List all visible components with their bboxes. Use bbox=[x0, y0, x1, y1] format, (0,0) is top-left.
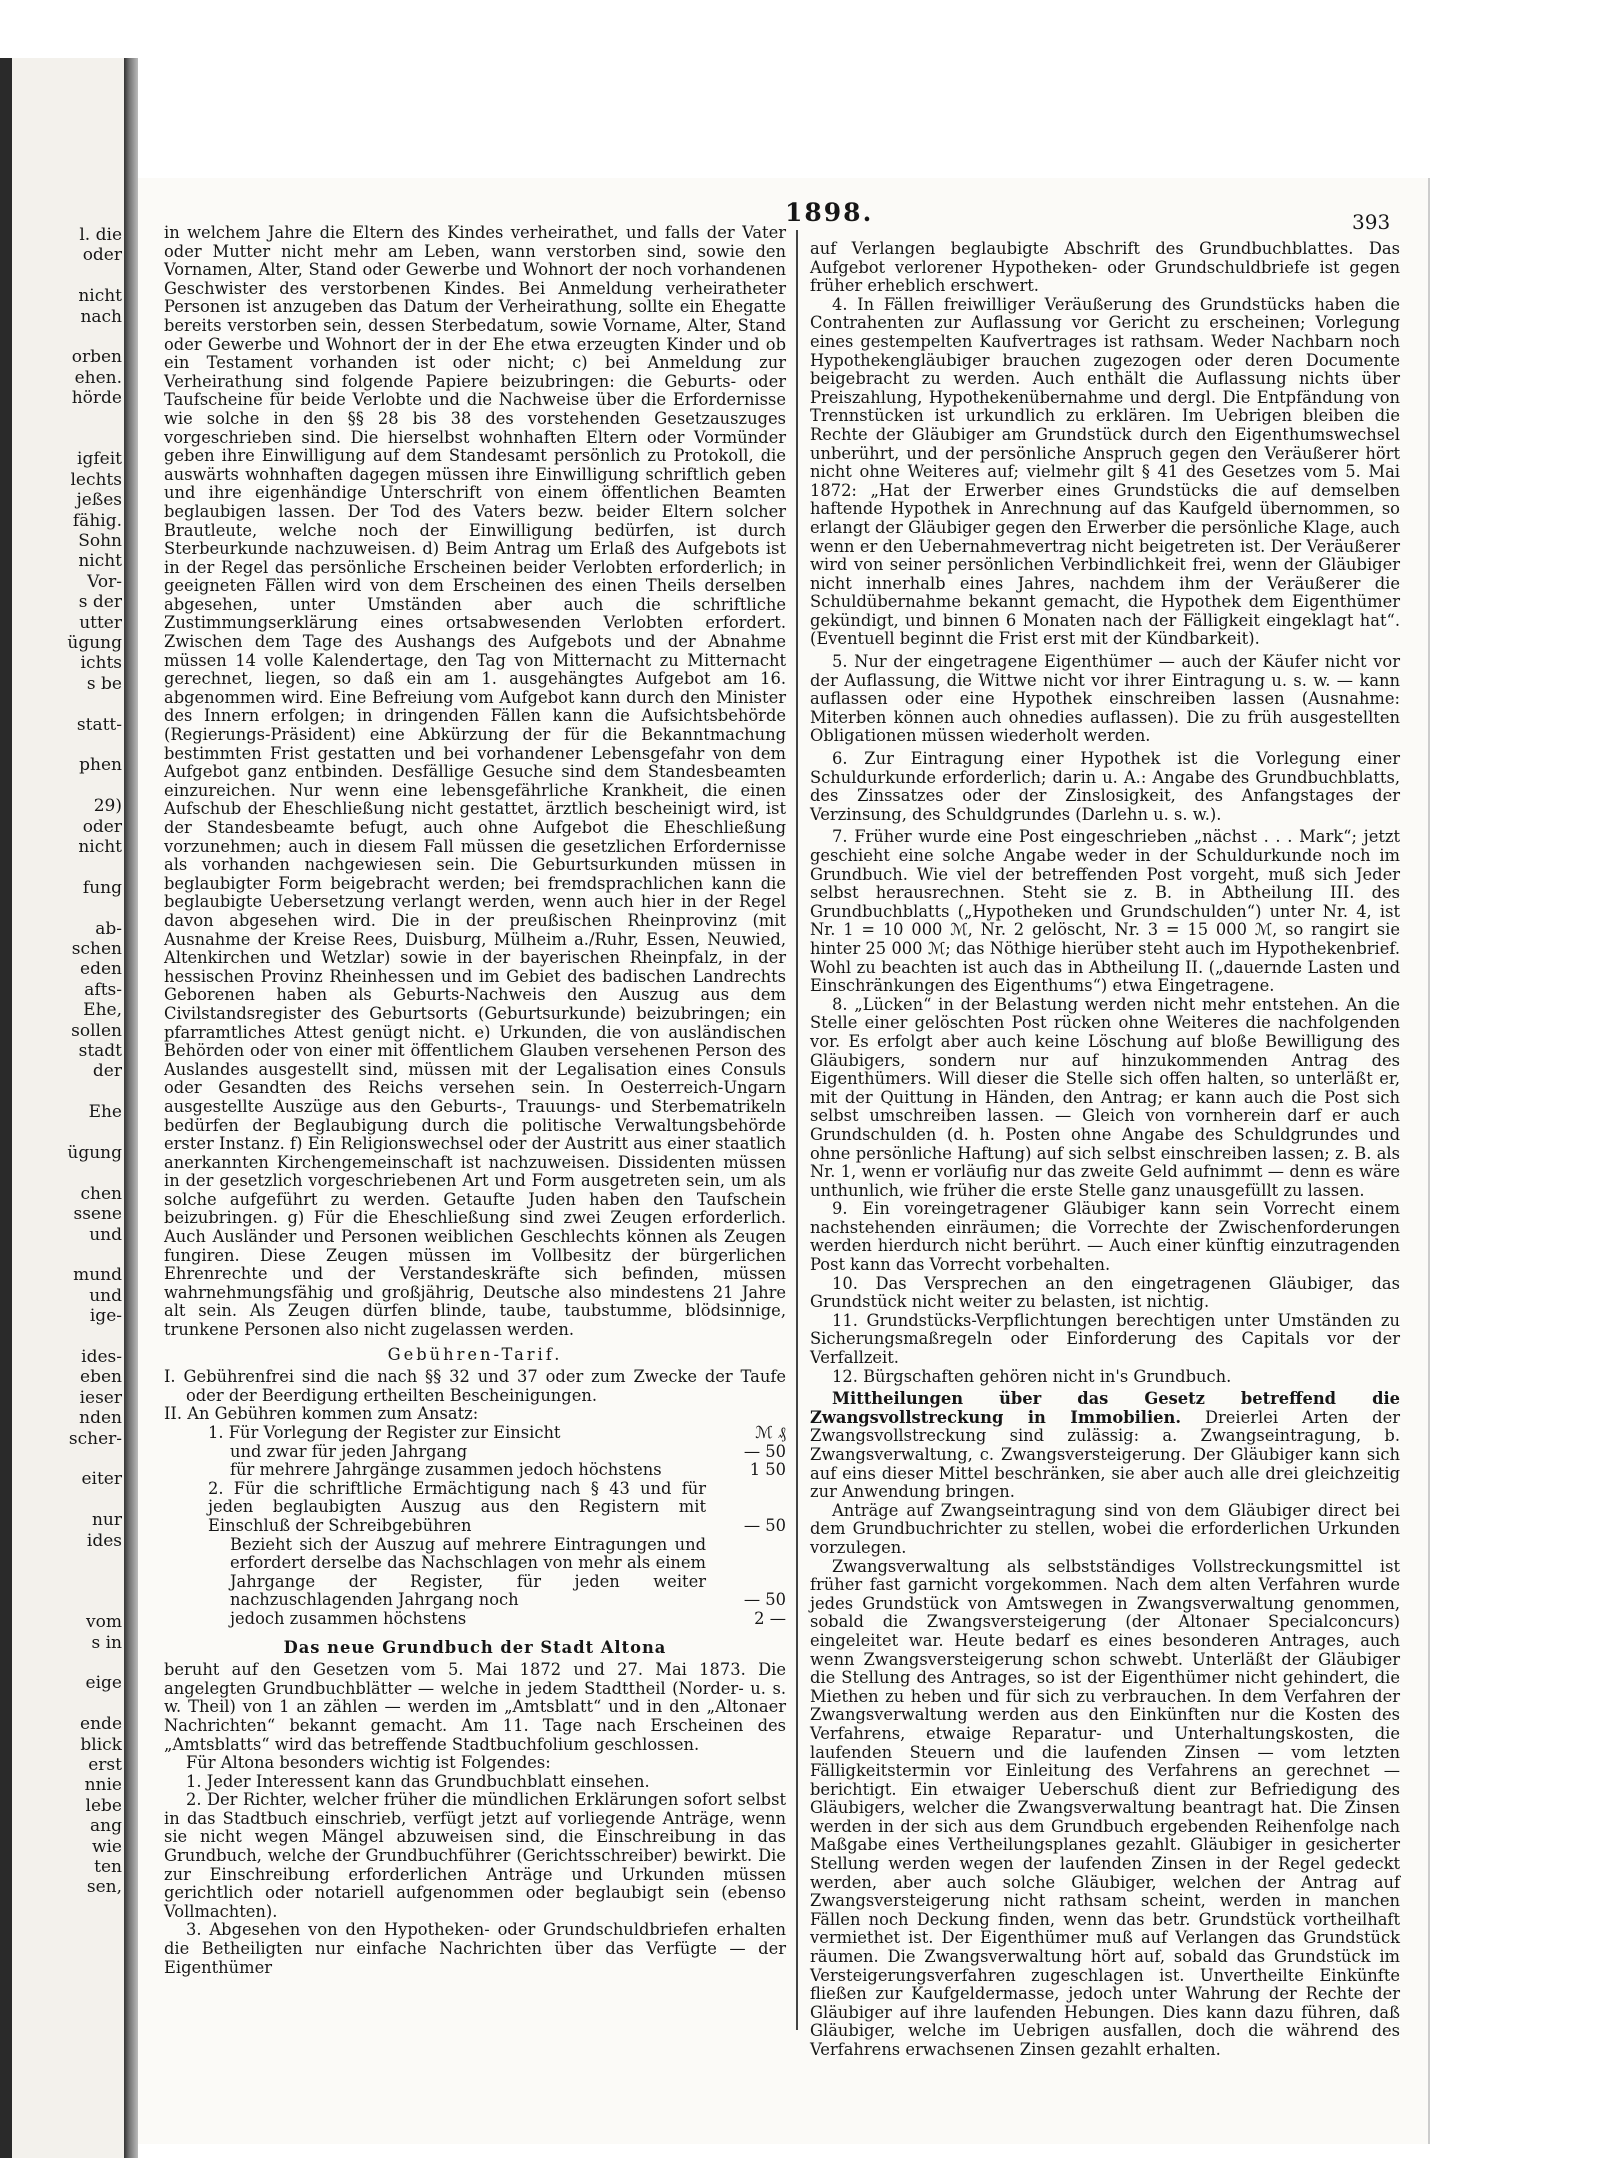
facing-page-fragment: blick bbox=[80, 1734, 122, 1755]
facing-page-fragment: nden bbox=[79, 1408, 122, 1429]
facing-page-fragment: schen bbox=[71, 939, 122, 959]
facing-page-fragment: nicht bbox=[78, 286, 122, 307]
facing-page-fragment: nur bbox=[91, 1510, 122, 1531]
facing-page-fragment: s be bbox=[86, 673, 122, 694]
facing-page-fragment: erst bbox=[88, 1755, 122, 1775]
facing-page-fragment: vom bbox=[86, 1612, 122, 1633]
fee-label: 1. Für Vorlegung der Register zur Einsicht bbox=[208, 1423, 561, 1442]
paragraph: Anträge auf Zwangseintragung sind von dem Gläubiger direct bei dem Grundbuchrichter zu stellen, wobei die erforderlichen Urkunden vorzulegen. bbox=[810, 1500, 1400, 1557]
facing-page-fragment: oder bbox=[82, 245, 122, 266]
paragraph: Dreierlei Arten der Zwangsvollstreckung sind zulässig: a. Zwangseintragung, b. Zwangsverwaltung, c. Zwangsversteigerung. Der Gläubiger kann sich auf eins dieser Mittel beschränken, sie aber auch alle drei gleichzeitig zur Anwendung bringen. bbox=[810, 1407, 1401, 1502]
facing-page-fragment: stadt bbox=[78, 1041, 122, 1061]
facing-page-fragment: Vor- bbox=[87, 571, 122, 592]
fee-amount: 1 50 bbox=[749, 1460, 786, 1480]
facing-page-fragment: jeßes bbox=[76, 490, 122, 511]
facing-page-fragment: eiter bbox=[81, 1469, 122, 1490]
facing-page-fragment: ang bbox=[90, 1816, 122, 1837]
facing-page-fragment: lechts bbox=[70, 469, 122, 490]
facing-page-fragment: fung bbox=[82, 877, 122, 898]
list-item: 4. In Fällen freiwilliger Veräußerung des Grundstücks haben die Contrahenten zur Auflassung vor Gericht zu erscheinen; Vorlegung eines gestempelten Kaufvertrages ist rathsam. Weder Nachbarn noch Hypothekengläubiger brauchen zugezogen oder deren Documente beigebracht zu werden. Auch enthält die Auflassung nichts über Preiszahlung, Hypothekenübernahme und dergl. Die Entpfändung von Trennstücken ist urkundlich zu erklären. Im Uebrigen bleiben die Rechte der Gläubiger am Grundstück durch den Eigenthumswechsel unberührt, und der persönliche Anspruch gegen den Veräußerer hört nicht ohne Weiteres auf; vielmehr gilt § 41 des Gesetzes vom 5. Mai 1872: „Hat der Erwerber eines Grundstücks die auf demselben haftende Hypothek in Anrechnung auf das Kaufgeld übernommen, so erlangt der Gläubiger gegen den Erwerber die persönliche Klage, auch wenn er den Uebernahmevertrag nicht beigetreten ist. Der Veräußerer wird von seiner persönlichen Verbindlichkeit frei, wenn der Gläubiger nicht innerhalb eines Jahres, nachdem ihm der Veräußerer die Schuldübernahme bekannt gemacht, die Hypothek dem Eigenthümer gekündigt, und binnen 6 Monaten nach der Fälligkeit eingeklagt hat“. (Eventuell beginnt die Frist erst mit der Kündbarkeit). bbox=[810, 294, 1400, 649]
facing-page-fragment: hörde bbox=[71, 388, 122, 409]
currency-header: ℳ ₰ bbox=[755, 1423, 786, 1442]
facing-page-fragment: statt- bbox=[76, 714, 122, 735]
facing-page-fragment: lebe bbox=[85, 1795, 122, 1816]
facing-page-fragment: ssene bbox=[73, 1204, 122, 1225]
facing-page-fragment: eden bbox=[80, 959, 122, 980]
fee-item: I. Gebührenfrei sind die nach §§ 32 und 37 oder zum Zwecke der Taufe oder der Beerdigung ertheilten Bescheinigungen. bbox=[164, 1367, 786, 1405]
facing-page-fragment: der bbox=[92, 1061, 122, 1082]
list-item: 8. „Lücken“ in der Belastung werden nicht mehr entstehen. An die Stelle einer gelöschten Post rücken ohne Weiteres die nachfolgenden vor. Es erfolgt aber auch keine Löschung auf bloße Bewilligung des Gläubigers, sondern nur auf hinzukommenden Antrag des Eigenthümers. Will dieser die Stelle sich offen halten, so unterläßt er, mit der Quittung in Händen, den Antrag; er kann auch die Post sich selbst umschreiben lassen. — Gleich von vornherein darf er auch Grundschulden (d. h. Posten ohne Angabe des Schuldgrundes und ohne persönliche Haftung) auf sich selbst einschreiben lassen; z. B. als Nr. 1, wenn er vorläufig nur das zweite Geld aufnimmt — denn es wäre unthunlich, wie früher die erste Stelle ganz unausgefüllt zu lassen. bbox=[810, 994, 1400, 1200]
facing-page-fragment: ides- bbox=[81, 1347, 122, 1367]
facing-page-fragment: scher- bbox=[68, 1428, 122, 1449]
fee-amount: — 50 bbox=[743, 1590, 786, 1610]
facing-page-fragment: igfeit bbox=[77, 449, 122, 470]
facing-page-fragment: 29) bbox=[93, 796, 122, 817]
facing-page-fragment: oder bbox=[82, 816, 122, 837]
facing-page-fragment: eben bbox=[80, 1367, 122, 1388]
facing-page-fragment: fähig. bbox=[72, 510, 122, 531]
facing-page-fragment: l. die bbox=[79, 225, 122, 245]
list-item: 6. Zur Eintragung einer Hypothek ist die Vorlegung einer Schuldurkunde erforderlich; darin u. A.: Angabe des Grundbuchblatts, des Zinssatzes oder der Zinslosigkeit, des Anfangstages der Verzinsung, des Schuldgrundes (Darlehn u. s. w.). bbox=[810, 749, 1400, 824]
list-item: 2. Der Richter, welcher früher die mündlichen Erklärungen sofort selbst in das Stadtbuch einschrieb, verfügt jetzt auf vorliegende Anträge, wenn sie nicht wegen Mängel abzuweisen sind, die Einschreibung in das Grundbuch, welche der Grundbuchführer (Gerichtsschreiber) bewirkt. Die zur Einschreibung erforderlichen Anträge und Urkunden müssen gerichtlich oder notariell aufgenommen oder beglaubigt sein (ebenso Vollmachten). bbox=[164, 1790, 786, 1921]
facing-page-fragment: phen bbox=[79, 755, 122, 776]
facing-page-fragment: chen bbox=[80, 1183, 122, 1204]
fee-amount: — 50 bbox=[743, 1515, 786, 1535]
list-item: 1. Jeder Interessent kann das Grundbuchblatt einsehen. bbox=[186, 1771, 650, 1791]
facing-page-fragment: sollen bbox=[71, 1020, 122, 1041]
fee-tariff-heading: Gebühren-Tarif. bbox=[387, 1344, 563, 1364]
list-item: 5. Nur der eingetragene Eigenthümer — auch der Käufer nicht vor der Auflassung, die Wittwe nicht vor ihrer Eintragung u. s. w. — kann auflassen oder eine Hypothek einschreiben lassen (Ausnahme: Miterben können auch ohnedies auflassen). Die zu früh ausgestellten Obligationen müssen wiederholt werden. bbox=[810, 652, 1400, 746]
facing-page-fragment: ieser bbox=[79, 1387, 122, 1408]
facing-page-fragment: Ehe bbox=[88, 1102, 122, 1123]
facing-page-fragment: utter bbox=[79, 612, 122, 633]
facing-page-fragment: ügung bbox=[67, 633, 122, 653]
facing-page-fragment: ten bbox=[94, 1857, 122, 1877]
list-item: 12. Bürgschaften gehören nicht in's Grundbuch. bbox=[832, 1366, 1232, 1386]
paragraph: in welchem Jahre die Eltern des Kindes verheirathet, und falls der Vater oder Mutter nicht mehr am Leben, wann verstorben sind, sowie den Vornamen, Alter, Stand oder Gewerbe und Wohnort der noch vorhandenen Geschwister des verstorbenen Kindes. Bei Anmeldung verheiratheter Personen ist anzugeben das Datum der Verheirathung, sollte ein Ehegatte bereits verstorben sein, dessen Sterbedatum, sowie Vorname, Alter, Stand oder Gewerbe und Wohnort der in der Ehe etwa erzeugten Kinder und ob ein Testament vorhanden ist oder nicht; c) bei Anmeldung zur Verheirathung sind folgende Papiere beizubringen: die Geburts- oder Taufscheine für beide Verlobte und die Nachweise über die Erfordernisse wie solche in den §§ 28 bis 38 des vorstehenden Gesetzauszuges vorgeschrieben sind. Die hierselbst wohnhaften Eltern oder Vormünder geben ihre Einwilligung auf dem Standesamt persönlich zu Protokoll, die auswärts wohnhaften dagegen müssen ihre Einwilligung schriftlich geben und ihre eigenhändige Unterschrift von einem öffentlichen Beamten beglaubigen lassen. Der Tod des Vaters bezw. beider Eltern solcher Brautleute, welche noch der Einwilligung bedürfen, ist durch Sterbeurkunde nachzuweisen. d) Beim Antrag um Erlaß des Aufgebots ist in der Regel das persönliche Erscheinen beider Verlobten erforderlich; in geeigneten Fällen wird von dem Erscheinen des einen Theils derselben abgesehen, unter Umständen aber auch die schriftliche Zustimmungserklärung eines ortsabwesenden Verlobten erfordert. Zwischen dem Tage des Aushangs des Aufgebots und der Abnahme müssen 14 volle Kalendertage, den Tag von Mitternacht zu Mitternacht gerechnet, liegen, so daß ein am 1. ausgehängtes Aufgebot am 16. abgenommen wird. Eine Befreiung vom Aufgebot kann durch den Minister des Innern erfolgen; in dringenden Fällen kann die Aufsichtsbehörde (Regierungs-Präsident) eine Abkürzung der für die Bekanntmachung bestimmten Frist gestatten und bei vorhandener Lebensgefahr von dem Aufgebot ganz entbinden. Desfällige Gesuche sind dem Standesbeamten einzureichen. Nur wenn eine lebensgefährliche Krankheit, die einen Aufschub der Eheschließung nicht gestattet, ärztlich bescheinigt wird, ist der Standesbeamte befugt, auch ohne Aufgebot die Eheschließung vorzunehmen; auch in diesem Fall müssen die gesetzlichen Erfordernisse als vorhanden nachgewiesen sein. Die Geburtsurkunden müssen in beglaubigter Form beigebracht werden; bei fremdsprachlichen kann die beglaubigte Uebersetzung verlangt werden, wenn auch hier in der Regel davon abgesehen wird. Die in der preußischen Rheinprovinz (mit Ausnahme der Kreise Rees, Duisburg, Mülheim a./Ruhr, Essen, Neuwied, Altenkirchen und Wetzlar) sowie in der bayerischen Rheinpfalz, in der hessischen Provinz Rheinhessen und im Gebiet des badischen Landrechts Geborenen haben als Geburts-Nachweis den Auszug aus dem Civilstandsregister des Geburtsorts (Geburtsurkunde) beizubringen; ein pfarramtliches Attest genügt nicht. e) Urkunden, die von ausländischen Behörden oder von einer mit öffentlichem Glauben versehenen Person des Auslandes ausgestellt sind, müssen mit der Legalisation eines Consuls oder Gesandten des Reichs versehen sein. In Oesterreich-Ungarn ausgestellte Auszüge aus den Geburts-, Trauungs- und Sterbematrikeln bedürfen der Beglaubigung durch die politische Verwaltungsbehörde erster Instanz. f) Ein Religionswechsel oder der Austritt aus einer staatlich anerkannten Kirchengemeinschaft ist nachzuweisen. Dissidenten müssen in der gesetzlich vorgeschriebenen Art und Form ausgetreten sein, um als solche aufgeführt zu werden. Getaufte Juden haben den Taufschein beizubringen. g) Für die Eheschließung sind zwei Zeugen erforderlich. Auch Ausländer und Personen weiblichen Geschlechts können als Zeugen fungiren. Diese Zeugen müssen im Vollbesitz der bürgerlichen Ehrenrechte und der Verstandeskräfte sich befinden, müssen wahrnehmungsfähig und großjährig, Deutsche also mindestens 21 Jahre alt sein. Als Zeugen dürfen blinde, taube, taubstumme, blödsinnige, trunkene Personen also nicht zugelassen werden. bbox=[164, 223, 786, 1340]
fee-item: II. An Gebühren kommen zum Ansatz: bbox=[164, 1404, 479, 1424]
facing-page-fragment: afts- bbox=[84, 979, 122, 1000]
facing-page-fragment: nnie bbox=[84, 1775, 122, 1796]
facing-page-fragment: wie bbox=[91, 1836, 122, 1857]
fee-label: jedoch zusammen höchstens bbox=[230, 1608, 467, 1628]
list-item: 9. Ein voreingetragener Gläubiger kann sein Vorrecht einem nachstehenden einräumen; die Vorrechte der Zwischenforderungen werden hierdurch nicht berührt. — Auch einer künftig einzutragenden Post kann das Vorrecht vorbehalten. bbox=[810, 1199, 1400, 1275]
facing-page-fragment: orben bbox=[71, 347, 122, 368]
fee-label: und zwar für jeden Jahrgang bbox=[230, 1441, 468, 1461]
facing-page-fragment: Sohn bbox=[78, 531, 122, 551]
facing-page-fragment: ichts bbox=[80, 653, 122, 674]
section-heading: Das neue Grundbuch der Stadt Altona bbox=[283, 1637, 667, 1657]
scan-background bbox=[0, 0, 1600, 58]
facing-page-fragment: nicht bbox=[78, 551, 122, 572]
list-item: 3. Abgesehen von den Hypotheken- oder Grundschuldbriefen erhalten die Betheiligten nur einfache Nachrichten über das Verfügte — der Eigenthümer bbox=[164, 1920, 786, 1977]
facing-page-fragment: s in bbox=[91, 1632, 122, 1653]
facing-page-fragment: s der bbox=[78, 592, 122, 613]
left-column bbox=[164, 224, 786, 1977]
fee-label: 2. Für die schriftliche Ermächtigung nach § 43 und für jeden beglaubigten Auszug aus den Registern mit Einschluß der Schreibgebühren bbox=[208, 1478, 706, 1535]
facing-page-fragment: nach bbox=[80, 306, 122, 327]
facing-page-fragment: und bbox=[89, 1224, 122, 1245]
list-item: 10. Das Versprechen an den eingetragenen Gläubiger, das Grundstück nicht weiter zu belasten, ist nichtig. bbox=[810, 1273, 1400, 1312]
facing-page-fragment: ige- bbox=[89, 1306, 122, 1327]
fee-amount: 2 — bbox=[754, 1608, 786, 1628]
paragraph: auf Verlangen beglaubigte Abschrift des Grundbuchblattes. Das Aufgebot verlorener Hypotheken- oder Grundschuldbriefe ist gegen früher erheblich erschwert. bbox=[810, 239, 1400, 296]
facing-page-fragment: Ehe, bbox=[83, 1000, 122, 1021]
facing-page-fragment: mund bbox=[73, 1265, 122, 1286]
facing-page-fragment: eige bbox=[85, 1673, 122, 1694]
facing-page-fragment: ehen. bbox=[74, 367, 122, 388]
fee-label: Bezieht sich der Auszug auf mehrere Eintragungen und erfordert derselbe das Nachschlagen von mehr als einem Jahrgange der Register, für jeden weiter nachzuschlagenden Jahrgang noch bbox=[230, 1534, 706, 1610]
facing-page-fragment: ende bbox=[80, 1714, 122, 1735]
fee-label: für mehrere Jahrgänge zusammen jedoch höchstens bbox=[230, 1460, 662, 1480]
list-item: 11. Grundstücks-Verpflichtungen berechtigen unter Umständen zu Sicherungsmaßregeln oder Einforderung des Capitals vor der Verfallzeit. bbox=[810, 1310, 1400, 1368]
fee-amount: — 50 bbox=[743, 1441, 786, 1461]
facing-page-fragment: und bbox=[89, 1285, 122, 1306]
book-gutter bbox=[124, 58, 138, 2158]
facing-page-fragment: ab- bbox=[95, 918, 122, 939]
page-number: 393 bbox=[1352, 210, 1391, 234]
right-column bbox=[810, 240, 1400, 2060]
facing-page-fragment: nicht bbox=[78, 837, 122, 857]
paragraph: Für Altona besonders wichtig ist Folgendes: bbox=[186, 1753, 551, 1773]
section-heading: Mittheilungen über das Gesetz betreffend die Zwangsvollstreckung in Immobilien. bbox=[810, 1389, 1400, 1427]
facing-page-fragment: sen, bbox=[86, 1877, 122, 1898]
page-year: 1898. bbox=[785, 198, 874, 227]
paragraph: beruht auf den Gesetzen vom 5. Mai 1872 und 27. Mai 1873. Die angelegten Grundbuchblätter — welche in jedem Stadttheil (Norder- u. s. w. Theil) von 1 an zählen — werden im „Amtsblatt“ und in den „Altonaer Nachrichten“ bekannt gemacht. Am 11. Tage nach Erscheinen des „Amtsblatts“ wird das betreffende Stadtbuchfolium geschlossen. bbox=[164, 1660, 786, 1754]
facing-page-fragment: ides bbox=[86, 1530, 122, 1551]
facing-page-fragment: ügung bbox=[67, 1143, 122, 1163]
column-divider bbox=[796, 230, 798, 2030]
list-item: 7. Früher wurde eine Post eingeschrieben „nächst . . . Mark“; jetzt geschieht eine solche Angabe weder in der Schuldurkunde noch im Grundbuch. Wie viel der betreffenden Post vorgeht, muß sich Jeder selbst herausrechnen. Steht sie z. B. in Abtheilung III. des Grundbuchblatts („Hypotheken und Grundschulden“) unter Nr. 4, ist Nr. 1 = 10 000 ℳ, Nr. 2 gelöscht, Nr. 3 = 15 000 ℳ, so rangirt sie hinter 25 000 ℳ; das Nöthige hierüber steht auch im Hypothekenbrief. Wohl zu beachten ist auch das in Abtheilung II. („dauernde Lasten und Einschränkungen des Eigenthums“) etwa Eingetragene. bbox=[810, 827, 1400, 996]
paragraph: Zwangsverwaltung als selbstständiges Vollstreckungsmittel ist früher fast garnicht vorgekommen. Nach dem alten Verfahren wurde jedes Grundstück von Amtswegen in Zwangsverwaltung genommen, sobald die Zwangsversteigerung (der Altonaer Specialconcurs) eingeleitet war. Heute bedarf es eines besonderen Antrages, auch wenn Zwangsversteigerung schon schwebt. Unterläßt der Gläubiger die Stellung des Antrages, so ist der Eigenthümer nicht gehindert, die Miethen zu heben und für sich zu verbrauchen. In dem Verfahren der Zwangsverwaltung werden aus den Einkünften nur die Kosten des Verfahrens, etwaige Reparatur- und Unterhaltungskosten, die laufenden Steuern und die laufenden Zinsen — vom letzten Fälligkeitstermin vor Einleitung des Verfahrens an gerechnet — berichtigt. Ein etwaiger Ueberschuß dient zur Befriedigung des Gläubigers, welcher die Zwangsverwaltung beantragt hat. Die Zinsen werden in der sich aus dem Grundbuch ergebenden Reihenfolge nach Maßgabe eines Vertheilungsplanes gezahlt. Gläubiger in gesicherter Stellung werden wegen der laufenden Zinsen in der Regel gedeckt werden, aber auch solche Gläubiger, welchen der Antrag auf Zwangsversteigerung nicht rathsam scheint, werden in manchen Fällen noch Deckung finden, wenn das betr. Grundstück vortheilhaft vermiethet ist. Der Eigenthümer muß auf Verlangen das Grundstück räumen. Die Zwangsverwaltung hört auf, sobald das Grundstück im Versteigerungsverfahren zugeschlagen ist. Unvertheilte Einkünfte fließen zur Kaufgeldermasse, jedoch unter Wahrung der Rechte der Gläubiger auf ihre laufenden Hebungen. Dies kann dazu führen, daß Gläubiger, welche im Uebrigen ausfallen, doch die während des Verfahrens erwachsenen Zinsen gezahlt erhalten. bbox=[810, 1556, 1400, 2059]
